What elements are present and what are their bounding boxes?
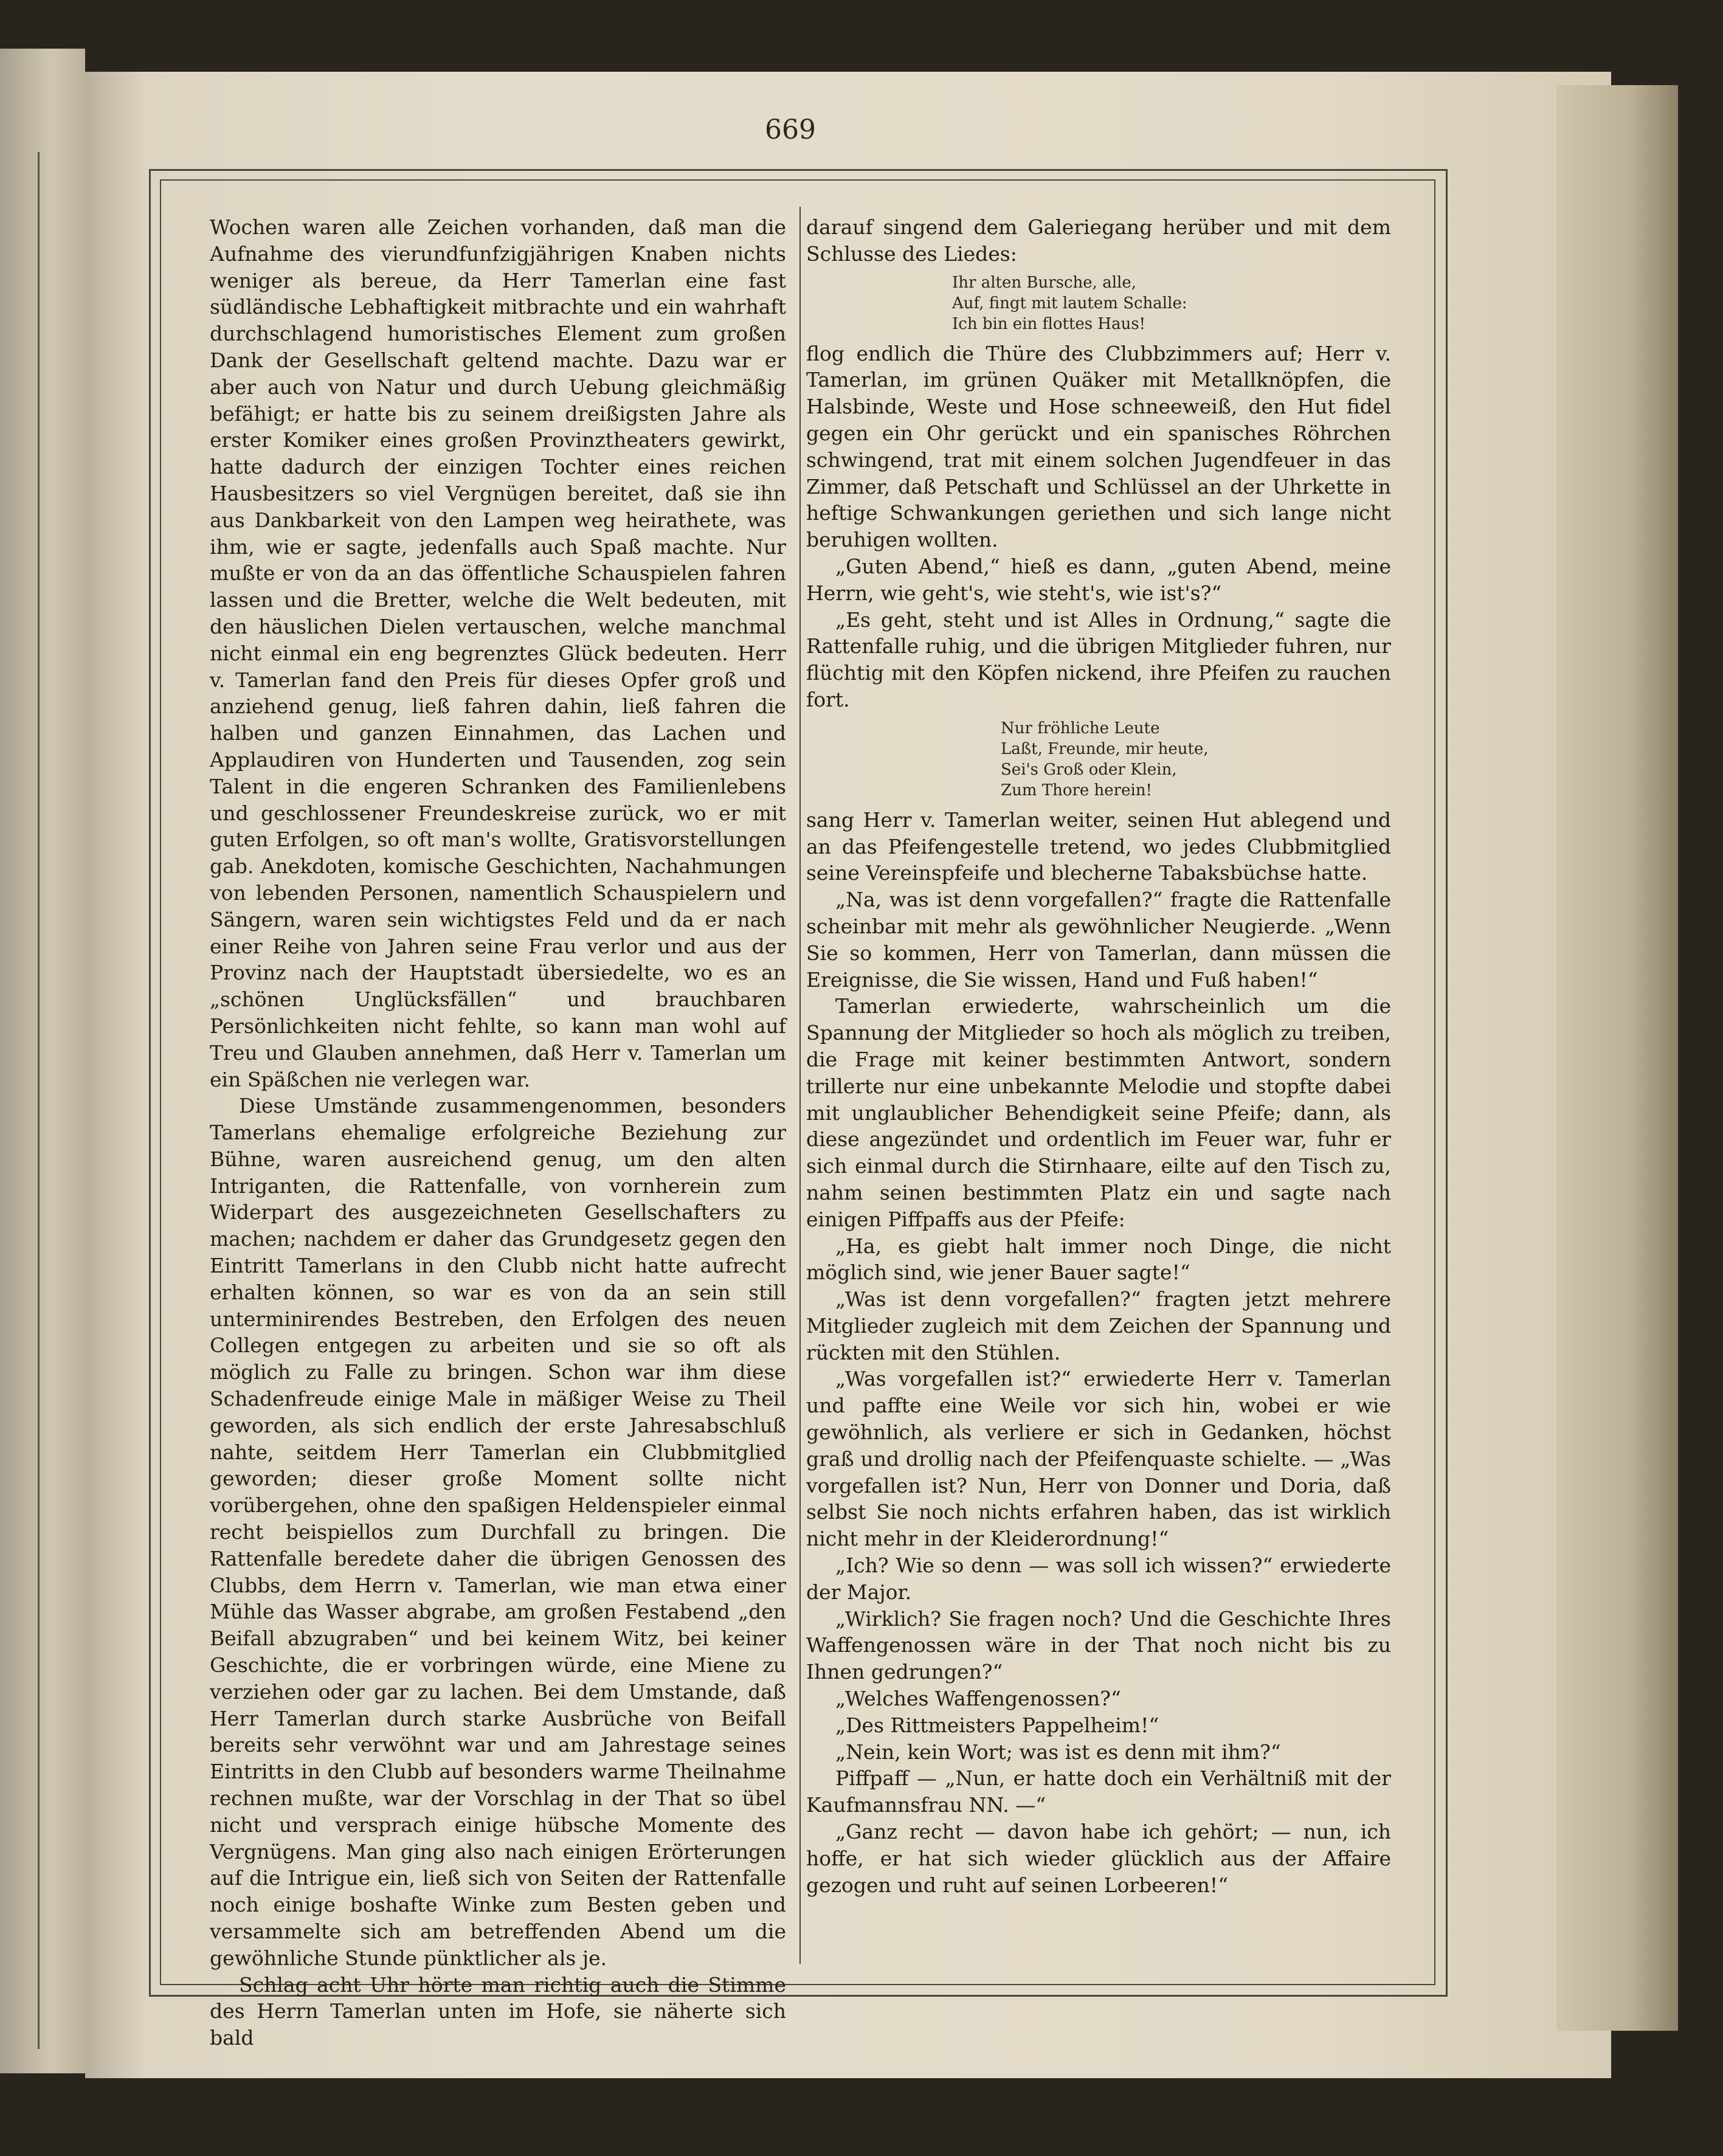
- page-edge-right: [1556, 85, 1678, 2031]
- paragraph: „Wirklich? Sie fragen noch? Und die Geschichte Ihres Waffengenossen wäre in der That noch nicht bis zu Ihnen gedrungen?“: [806, 1606, 1391, 1684]
- paragraph: sang Herr v. Tamerlan weiter, seinen Hut ablegend und an das Pfeifengestelle tretend, wo jedes Clubbmitglied seine Vereinspfeife und blecherne Tabaksbüchse hatte.: [806, 807, 1391, 885]
- paragraph: Diese Umstände zusammengenommen, besonders Tamerlans ehemalige erfolgreiche Beziehung zur Bühne, waren ausreichend genug, um den alten Intriganten, die Rattenfalle, von vornherein zum Widerpart des ausgezeichneten Gesellschafters zu machen; nachdem er daher das Grundgesetz gegen den Eintritt Tamerlans in den Clubb nicht hatte aufrecht erhalten können, so war es von da an sein still unterminirendes Bestreben, den Erfolgen des neuen Collegen entgegen zu arbeiten und sie so oft als möglich zu Falle zu bringen. Schon war ihm diese Schadenfreude einige Male in mäßiger Weise zu Theil geworden, als sich endlich der erste Jahresabschluß nahte, seitdem Herr Tamerlan ein Clubbmitglied geworden; dieser große Moment sollte nicht vorübergehen, ohne den spaßigen Heldenspieler einmal recht beispiellos zum Durchfall zu bringen. Die Rattenfalle beredete daher die übrigen Genossen des Clubbs, dem Herrn v. Tamerlan, wie man etwa einer Mühle das Wasser abgrabe, am großen Festabend „den Beifall abzugraben“ und bei keinem Witz, bei keiner Geschichte, die er vorbringen würde, eine Miene zu verziehen oder gar zu lachen. Bei dem Umstande, daß Herr Tamerlan durch starke Ausbrüche von Beifall bereits sehr verwöhnt war und am Jahrestage seines Eintritts in den Clubb auf besonders warme Theilnahme rechnen mußte, war der Vorschlag in der That so übel nicht und versprach einige hübsche Momente des Vergnügens. Man ging also nach einigen Erörterungen auf die Intrigue ein, ließ sich von Seiten der Rattenfalle noch einige boshafte Winke zum Besten geben und versammelte sich am betreffenden Abend um die gewöhnliche Stunde pünktlicher als je.: [210, 1094, 786, 1970]
- paragraph: „Es geht, steht und ist Alles in Ordnung,“ sagte die Rattenfalle ruhig, und die übrigen Mitglieder fuhren, nur flüchtig mit den Köpfen nickend, ihre Pfeifen zu rauchen fort.: [806, 607, 1391, 711]
- verse-line: Laßt, Freunde, mir heute,: [1001, 739, 1209, 758]
- paragraph: „Na, was ist denn vorgefallen?“ fragte die Rattenfalle scheinbar mit mehr als gewöhnlicher Neugierde. „Wenn Sie so kommen, Herr von Tamerlan, dann müssen die Ereignisse, die Sie wissen, Hand und Fuß haben!“: [806, 888, 1391, 992]
- paragraph: „Ich? Wie so denn — was soll ich wissen?“ erwiederte der Major.: [806, 1553, 1391, 1604]
- left-column: [210, 214, 786, 2050]
- paragraph: darauf singend dem Galeriegang herüber und mit dem Schlusse des Liedes:: [806, 215, 1391, 266]
- paragraph: „Nein, kein Wort; was ist es denn mit ihm?“: [835, 1740, 1281, 1764]
- facing-page-edge: [0, 49, 85, 2073]
- paragraph: „Was vorgefallen ist?“ erwiederte Herr v. Tamerlan und paffte eine Weile vor sich hin, wobei er wie gewöhnlich, als verliere er sich in Gedanken, höchst graß und drollig nach der Pfeifenquaste schielte. — „Was vorgefallen ist? Nun, Herr von Donner und Doria, daß selbst Sie noch nichts erfahren haben, das ist wirklich nicht mehr in der Kleiderordnung!“: [806, 1367, 1391, 1551]
- paragraph: Schlag acht Uhr hörte man richtig auch die Stimme des Herrn Tamerlan unten im Hofe, sie näherte sich bald: [210, 1972, 786, 2050]
- verse-block: [806, 272, 1391, 334]
- paragraph: Piffpaff — „Nun, er hatte doch ein Verhältniß mit der Kaufmannsfrau NN. —“: [806, 1766, 1391, 1817]
- paragraph: „Guten Abend,“ hieß es dann, „guten Abend, meine Herrn, wie geht's, wie steht's, wie ist's?“: [806, 554, 1391, 605]
- column-divider: [799, 207, 801, 1964]
- verse-line: Ich bin ein flottes Haus!: [952, 314, 1146, 333]
- verse-line: Ihr alten Bursche, alle,: [952, 273, 1136, 292]
- verse-line: Sei's Groß oder Klein,: [1001, 760, 1177, 779]
- facing-page-frame-rule: [38, 152, 40, 2049]
- paragraph: „Was ist denn vorgefallen?“ fragten jetzt mehrere Mitglieder zugleich mit dem Zeichen der Spannung und rückten mit den Stühlen.: [806, 1287, 1391, 1364]
- verse-line: Auf, fingt mit lautem Schalle:: [952, 294, 1187, 313]
- page-number: 669: [765, 114, 816, 145]
- paragraph: „Ganz recht — davon habe ich gehört; — nun, ich hoffe, er hat sich wieder glücklich aus der Affaire gezogen und ruht auf seinen Lorbeeren!“: [806, 1820, 1391, 1897]
- verse-line: Nur fröhliche Leute: [1001, 719, 1160, 738]
- right-column: [806, 214, 1391, 1965]
- verse-line: Zum Thore herein!: [1001, 781, 1153, 800]
- verse-block: [806, 718, 1391, 801]
- paragraph: „Welches Waffengenossen?“: [835, 1687, 1121, 1711]
- paragraph: Wochen waren alle Zeichen vorhanden, daß man die Aufnahme des vierundfunfzigjährigen Knaben nichts weniger als bereue, da Herr Tamerlan eine fast südländische Lebhaftigkeit mitbrachte und ein wahrhaft durchschlagend humoristisches Element zum großen Dank der Gesellschaft geltend machte. Dazu war er aber auch von Natur und durch Uebung gleichmäßig befähigt; er hatte bis zu seinem dreißigsten Jahre als erster Komiker eines großen Provinztheaters gewirkt, hatte dadurch der einzigen Tochter eines reichen Hausbesitzers so viel Vergnügen bereitet, daß sie ihn aus Dankbarkeit von den Lampen weg heirathete, was ihm, wie er sagte, jedenfalls auch Spaß machte. Nur mußte er von da an das öffentliche Schauspielen fahren lassen und die Bretter, welche die Welt bedeuten, mit den häuslichen Dielen vertauschen, welche manchmal nicht einmal ein eng begrenztes Glück bedeuten. Herr v. Tamerlan fand den Preis für dieses Opfer groß und anziehend genug, ließ fahren dahin, ließ fahren die halben und ganzen Einnahmen, das Lachen und Applaudiren von Hunderten und Tausenden, zog sein Talent in die engeren Schranken des Familienlebens und geschlossener Freundeskreise zurück, wo er mit guten Erfolgen, so oft man's wollte, Gratisvorstellungen gab. Anekdoten, komische Geschichten, Nachahmungen von lebenden Personen, namentlich Schauspielern und Sängern, waren sein wichtigstes Feld und da er nach einer Reihe von Jahren seine Frau verlor und aus der Provinz nach der Hauptstadt übersiedelte, wo es an „schönen Unglücksfällen“ und brauchbaren Persönlichkeiten nicht fehlte, so kann man wohl auf Treu und Glauben annehmen, daß Herr v. Tamerlan um ein Späßchen nie verlegen war.: [210, 215, 786, 1091]
- paragraph: flog endlich die Thüre des Clubbzimmers auf; Herr v. Tamerlan, im grünen Quäker mit Metallknöpfen, die Halsbinde, Weste und Hose schneeweiß, den Hut fidel gegen ein Ohr gerückt und ein spanisches Röhrchen schwingend, trat mit einem solchen Jugendfeuer in das Zimmer, daß Petschaft und Schlüssel an der Uhrkette in heftige Schwankungen geriethen und sich lange nicht beruhigen wollten.: [806, 341, 1391, 552]
- paragraph: „Des Rittmeisters Pappelheim!“: [835, 1713, 1159, 1737]
- paragraph: „Ha, es giebt halt immer noch Dinge, die nicht möglich sind, wie jener Bauer sagte!“: [806, 1234, 1391, 1285]
- paragraph: Tamerlan erwiederte, wahrscheinlich um die Spannung der Mitglieder so hoch als möglich zu treiben, die Frage mit keiner bestimmten Antwort, sondern trillerte nur eine unbekannte Melodie und stopfte dabei mit unglaublicher Behendigkeit seine Pfeife; dann, als diese angezündet und ordentlich im Feuer war, fuhr er sich einmal durch die Stirnhaare, eilte auf den Tisch zu, nahm seinen bestimmten Platz ein und sagte nach einigen Piffpaffs aus der Pfeife:: [806, 994, 1391, 1231]
